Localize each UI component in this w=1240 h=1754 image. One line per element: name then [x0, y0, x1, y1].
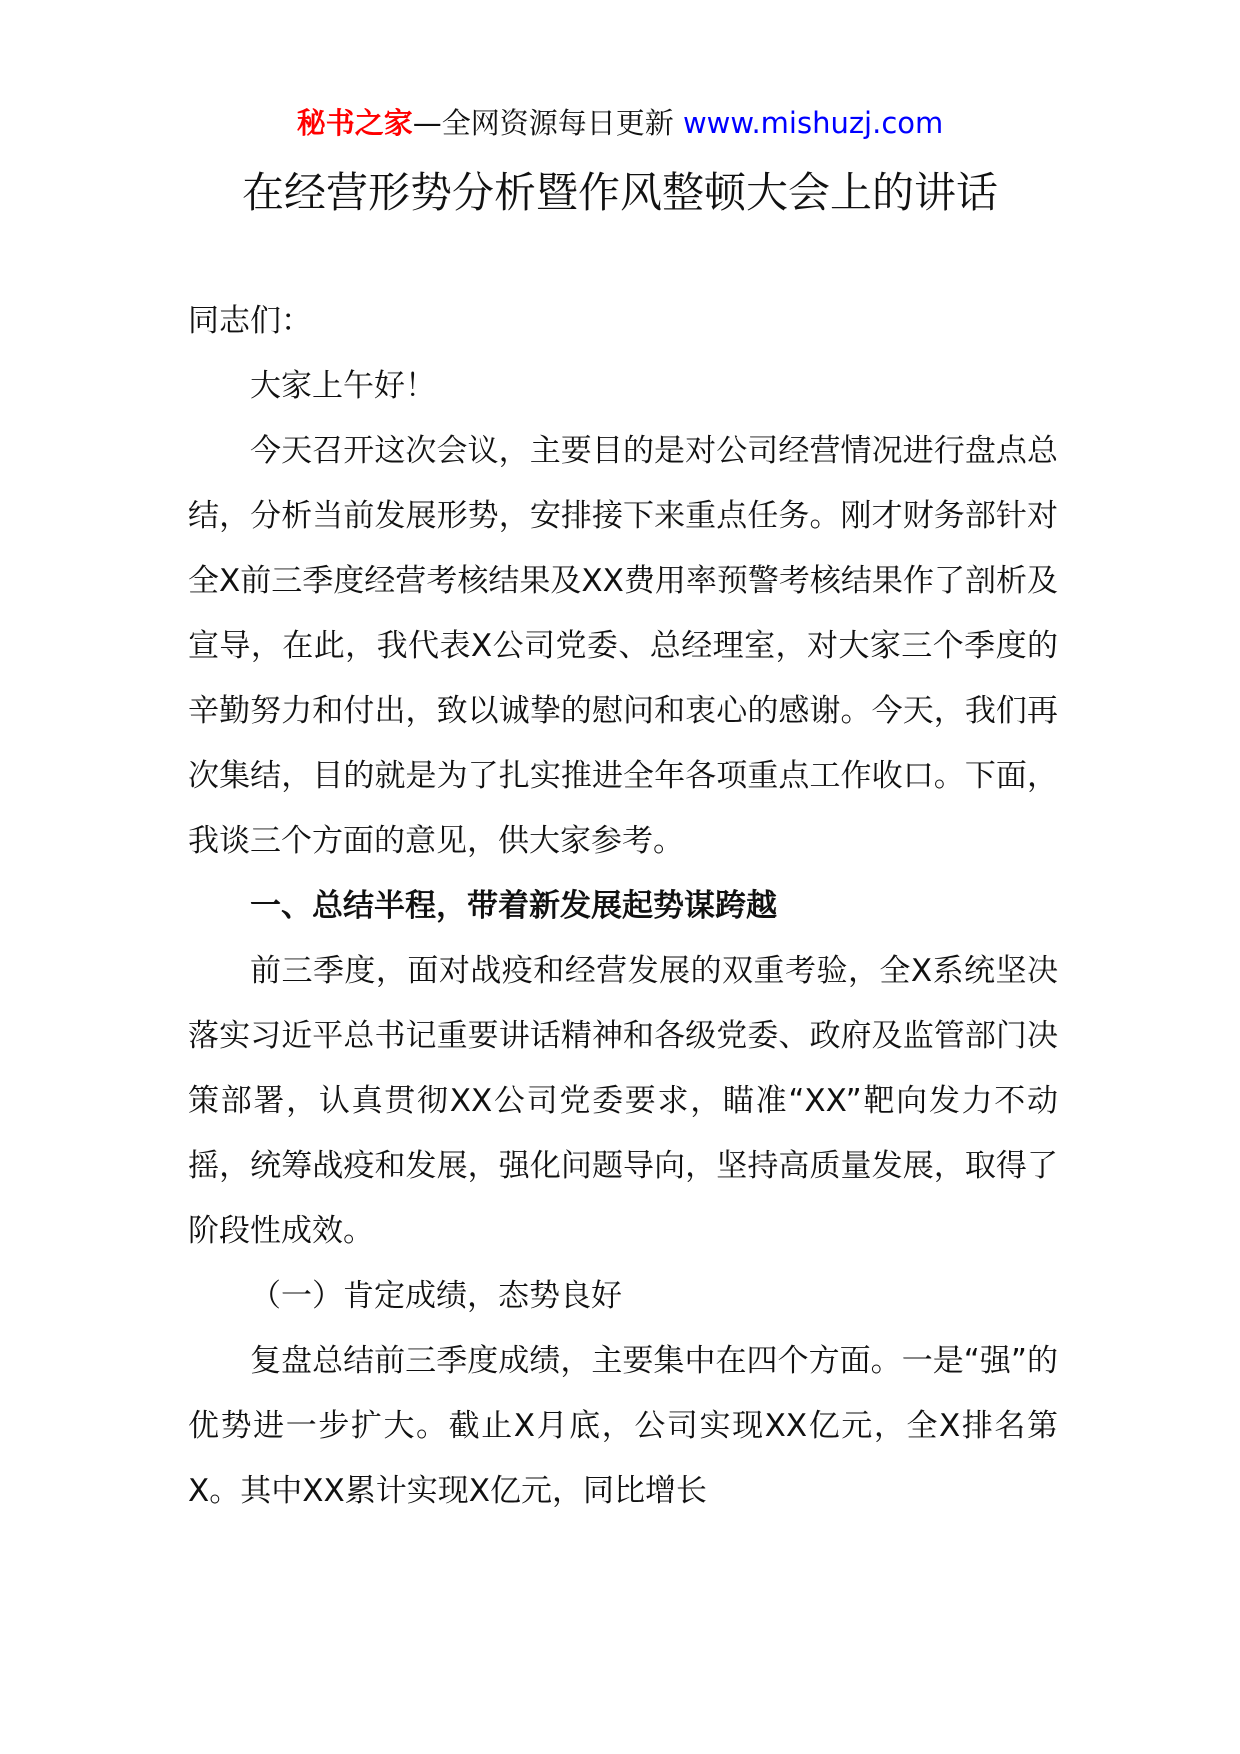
- watermark-url: www.mishuzj.com: [682, 106, 944, 140]
- site-watermark: [0, 103, 1240, 143]
- section-paragraph: 前三季度，面对战疫和经营发展的双重考验，全X系统坚决落实习近平总书记重要讲话精神和各级党委、政府及监管部门决策部署，认真贯彻XX公司党委要求，瞄准“XX”靶向发力不动摇，统筹战疫和发展，强化问题导向，坚持高质量发展，取得了阶段性成效。: [188, 953, 1058, 1249]
- section-heading: 一、总结半程，带着新发展起势谋跨越: [250, 888, 777, 924]
- subsection-paragraph: 复盘总结前三季度成绩，主要集中在四个方面。一是“强”的优势进一步扩大。截止X月底，公司实现XX亿元，全X排名第X。其中XX累计实现X亿元，同比增长: [188, 1343, 1058, 1509]
- salutation: 同志们：: [188, 303, 312, 339]
- watermark-tagline: —全网资源每日更新: [412, 106, 683, 140]
- document-body: [188, 289, 1058, 1524]
- intro-paragraph: 今天召开这次会议，主要目的是对公司经营情况进行盘点总结，分析当前发展形势，安排接下来重点任务。刚才财务部针对全X前三季度经营考核结果及XX费用率预警考核结果作了剖析及宣导，在此，我代表X公司党委、总经理室，对大家三个季度的辛勤努力和付出，致以诚挚的慰问和衷心的感谢。今天，我们再次集结，目的就是为了扎实推进全年各项重点工作收口。下面，我谈三个方面的意见，供大家参考。: [188, 433, 1058, 859]
- watermark-brand: 秘书之家: [296, 106, 413, 140]
- document-title: 在经营形势分析暨作风整顿大会上的讲话: [241, 168, 998, 217]
- greeting-paragraph: 大家上午好！: [250, 368, 436, 404]
- subsection-heading: （一）肯定成绩，态势良好: [250, 1278, 622, 1314]
